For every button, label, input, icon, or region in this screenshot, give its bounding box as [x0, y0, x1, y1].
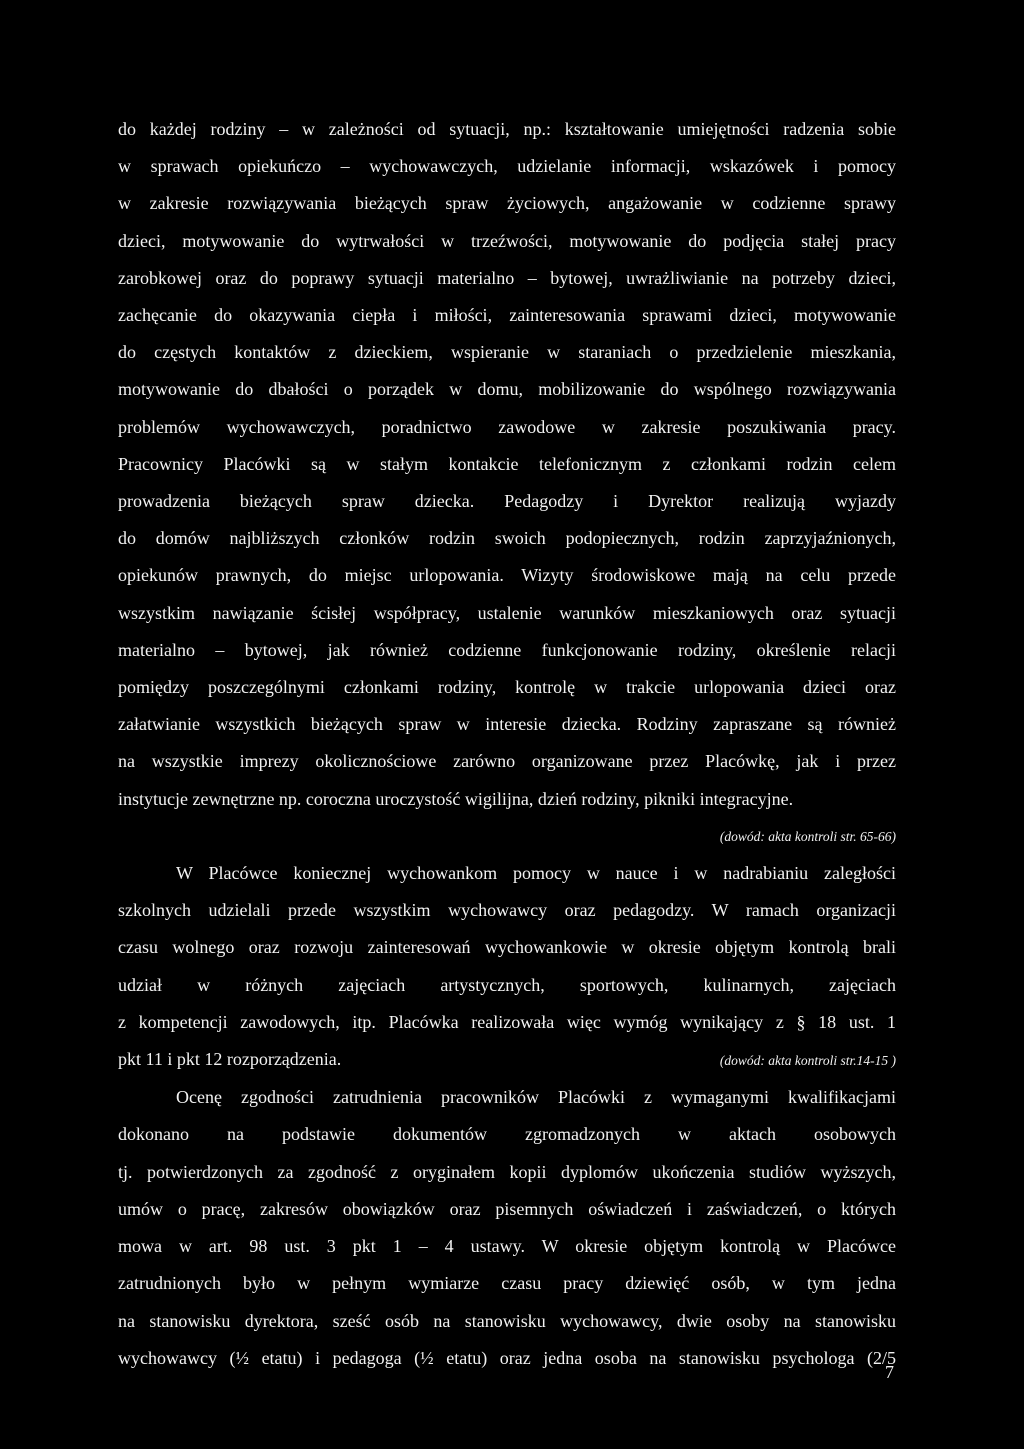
text-line: motywowanie do dbałości o porządek w domu, mobilizowanie do wspólnego rozwiązywania	[118, 379, 896, 400]
text-line: prowadzenia bieżących spraw dziecka. Pedagodzy i Dyrektor realizują wyjazdy	[118, 491, 896, 512]
text-line: pomiędzy poszczególnymi członkami rodziny, kontrolę w trakcie urlopowania dzieci oraz	[118, 677, 896, 698]
paragraph-staff-qualifications	[118, 1079, 896, 1377]
text-line: instytucje zewnętrzne np. coroczna uroczystość wigilijna, dzień rodziny, pikniki integracyjne.	[118, 788, 794, 809]
text-line: z kompetencji zawodowych, itp. Placówka realizowała więc wymóg wynikający z § 18 ust. 1	[118, 1011, 896, 1032]
text-line: w zakresie rozwiązywania bieżących spraw życiowych, angażowanie w codzienne sprawy	[118, 193, 896, 214]
text-line: dzieci, motywowanie do wytrwałości w trzeźwości, motywowanie do podjęcia stałej pracy	[118, 230, 896, 251]
text-line: czasu wolnego oraz rozwoju zainteresowań wychowankowie w okresie objętym kontrolą brali	[118, 937, 896, 958]
text-line: W Placówce koniecznej wychowankom pomocy w nauce i w nadrabianiu zaległości	[176, 863, 896, 884]
text-line: Ocenę zgodności zatrudnienia pracowników Placówki z wymaganymi kwalifikacjami	[176, 1087, 896, 1108]
text-line: umów o pracę, zakresów obowiązków oraz pisemnych oświadczeń i zaświadczeń, o których	[118, 1198, 896, 1219]
evidence-reference: (dowód: akta kontroli str.14-15 )	[719, 1053, 896, 1069]
text-line: dokonano na podstawie dokumentów zgromadzonych w aktach osobowych	[118, 1124, 896, 1145]
text-line: mowa w art. 98 ust. 3 pkt 1 – 4 ustawy. W okresie objętym kontrolą w Placówce	[118, 1236, 896, 1257]
text-line: załatwianie wszystkich bieżących spraw w interesie dziecka. Rodziny zapraszane są również	[118, 714, 896, 735]
paragraph-education-support	[118, 855, 896, 1041]
text-line: Pracownicy Placówki są w stałym kontakcie telefonicznym z członkami rodzin celem	[118, 453, 896, 474]
evidence-reference: (dowód: akta kontroli str. 65-66)	[719, 828, 896, 844]
text-line: tj. potwierdzonych za zgodność z oryginałem kopii dyplomów ukończenia studiów wyższych,	[118, 1161, 896, 1182]
paragraph-last-line-with-evidence	[118, 1041, 896, 1079]
text-line: zarobkowej oraz do poprawy sytuacji materialno – bytowej, uwrażliwianie na potrzeby dzieci,	[118, 267, 896, 288]
document-page	[118, 111, 896, 1377]
text-line: zachęcanie do okazywania ciepła i miłości, zainteresowania sprawami dzieci, motywowanie	[118, 305, 896, 326]
text-line: szkolnych udzielali przede wszystkim wychowawcy oraz pedagodzy. W ramach organizacji	[118, 900, 896, 921]
text-line: do każdej rodziny – w zależności od sytuacji, np.: kształtowanie umiejętności radzenia sobie	[118, 119, 896, 139]
text-line: w sprawach opiekuńczo – wychowawczych, udzielanie informacji, wskazówek i pomocy	[118, 156, 896, 177]
paragraph-family-support	[118, 111, 896, 818]
text-line: opiekunów prawnych, do miejsc urlopowania. Wizyty środowiskowe mają na celu przede	[118, 565, 896, 586]
page-number: 7	[885, 1362, 894, 1382]
text-line: do domów najbliższych członków rodzin swoich podopiecznych, rodzin zaprzyjaźnionych,	[118, 528, 896, 549]
text-line: wychowawcy (½ etatu) i pedagoga (½ etatu) oraz jedna osoba na stanowisku psychologa (2/5	[118, 1347, 896, 1368]
text-line: zatrudnionych było w pełnym wymiarze czasu pracy dziewięć osób, w tym jedna	[118, 1273, 896, 1294]
text-line: pkt 11 i pkt 12 rozporządzenia.	[118, 1049, 342, 1070]
text-line: do częstych kontaktów z dzieckiem, wspieranie w staraniach o przedzielenie mieszkania,	[118, 342, 896, 363]
text-line: materialno – bytowej, jak również codzienne funkcjonowanie rodziny, określenie relacji	[118, 639, 896, 660]
text-line: na stanowisku dyrektora, sześć osób na stanowisku wychowawcy, dwie osoby na stanowisku	[118, 1310, 896, 1331]
text-line: udział w różnych zajęciach artystycznych, sportowych, kulinarnych, zajęciach	[118, 974, 896, 995]
text-line: problemów wychowawczych, poradnictwo zawodowe w zakresie poszukiwania pracy.	[118, 416, 896, 437]
text-line: na wszystkie imprezy okolicznościowe zarówno organizowane przez Placówkę, jak i przez	[118, 751, 896, 772]
text-line: wszystkim nawiązanie ścisłej współpracy, ustalenie warunków mieszkaniowych oraz sytuacji	[118, 602, 896, 623]
